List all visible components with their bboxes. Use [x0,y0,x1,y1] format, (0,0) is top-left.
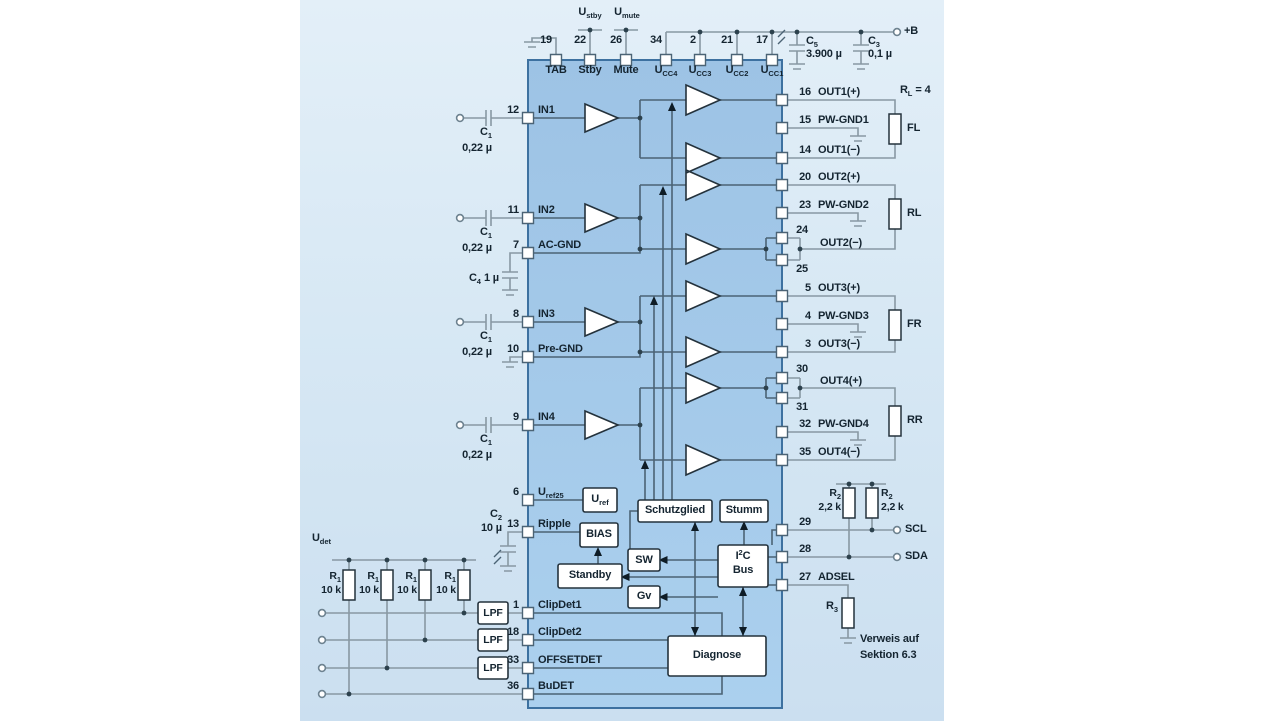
r2-left-ref: $R_2$ [829,487,841,501]
speaker-rl-label: RL [907,207,922,219]
pin-26-number: 26 [610,34,622,46]
r1-value-4: 10 k [436,584,456,596]
pin-out3m-label: OUT3(−) [818,338,861,350]
speaker-fr-label: FR [907,318,922,330]
pin-32-number: 32 [799,418,811,430]
pin-ucc4-label: $U_{CC4}$ [654,64,678,78]
pin-17-number: 17 [756,34,768,46]
sw-block-label: SW [635,554,653,566]
pin-stby-label: Stby [578,64,602,76]
c2-value: 10 µ [480,522,502,534]
pin-27-number: 27 [799,571,811,583]
pin-30-number: 30 [796,363,808,375]
u-stby-label: $U_{stby}$ [578,6,602,20]
pin-20-number: 20 [799,171,811,183]
lpf-label-1: LPF [483,607,503,619]
pin-24-number: 24 [796,224,808,236]
pin-29-number: 29 [799,516,811,528]
c1-value-in3: 0,22 µ [462,346,492,358]
r1-value-2: 10 k [359,584,379,596]
pin-14-number: 14 [799,144,811,156]
pin-in1-label: IN1 [538,104,555,116]
c3-ref: $C_3$ [868,35,880,49]
pin-21-number: 21 [721,34,733,46]
pin-pwgnd1-label: PW-GND1 [818,114,869,126]
pin-out3p-label: OUT3(+) [818,282,861,294]
pin-budet-label: BuDET [538,680,574,692]
r3-label: $R_3$ [826,600,838,614]
speaker-rr-label: RR [907,414,923,426]
c4-label: $C_4$ 1 µ [468,272,499,286]
stumm-block-label: Stumm [725,504,763,516]
i2c-block-label-line1: $I^2C$ [735,548,751,562]
plus-b-label: +B [904,25,919,37]
pin-clipdet2-label: ClipDet2 [538,626,582,638]
c5-value: 3.900 µ [806,48,842,60]
pin-11-number: 11 [507,204,519,216]
pin-8-number: 8 [513,308,519,320]
lpf-label-2: LPF [483,634,503,646]
gv-block-label: Gv [636,590,652,602]
c1-ref-in2: $C_1$ [480,226,492,240]
c5-ref: $C_5$ [806,35,818,49]
r1-ref-3: $R_1$ [405,570,417,584]
pin-uref25-label: $U_{ref25}$ [538,486,564,500]
c1-ref-in3: $C_1$ [480,330,492,344]
pin-7-number: 7 [513,239,519,251]
bias-block-label: BIAS [586,528,612,540]
pin-12-number: 12 [507,104,519,116]
pin-clipdet1-label: ClipDet1 [538,599,582,611]
standby-block-label: Standby [568,569,612,581]
pin-offsetdet-label: OFFSETDET [538,654,603,666]
pin-4-number: 4 [805,310,811,322]
r1-ref-1: $R_1$ [329,570,341,584]
pin-25-number: 25 [796,263,808,275]
r1-ref-4: $R_1$ [444,570,456,584]
r1-value-3: 10 k [397,584,417,596]
pin-28-number: 28 [799,543,811,555]
c1-value-in4: 0,22 µ [462,449,492,461]
lpf-label-3: LPF [483,662,503,674]
pin-9-number: 9 [513,411,519,423]
pin-10-number: 10 [507,343,519,355]
r1-ref-2: $R_1$ [367,570,379,584]
r2-right-value: 2,2 k [881,501,904,513]
pin-23-number: 23 [799,199,811,211]
pin-ucc2-label: $U_{CC2}$ [725,64,749,78]
pin-out2m-label: OUT2(−) [820,237,863,249]
pin-out2p-label: OUT2(+) [818,171,861,183]
pin-31-number: 31 [796,401,808,413]
note-line-2: Sektion 6.3 [860,649,917,661]
scl-label: SCL [905,523,927,535]
pin-ucc1-label: $U_{CC1}$ [760,64,784,78]
c1-value-in1: 0,22 µ [462,142,492,154]
pin-18-number: 18 [507,626,519,638]
pin-acgnd-label: AC-GND [538,239,582,251]
pin-out1p-label: OUT1(+) [818,86,861,98]
pin-mute-label: Mute [613,64,639,76]
pin-6-number: 6 [513,486,519,498]
c1-ref-in1: $C_1$ [480,126,492,140]
pin-ucc3-label: $U_{CC3}$ [688,64,712,78]
c1-value-in2: 0,22 µ [462,242,492,254]
pin-out4p-label: OUT4(+) [820,375,863,387]
pin-1-number: 1 [513,599,519,611]
pin-adsel-label: ADSEL [818,571,855,583]
pin-16-number: 16 [799,86,811,98]
diagnose-block-label: Diagnose [692,649,742,661]
pin-33-number: 33 [507,654,519,666]
c2-ref: $C_2$ [490,508,502,522]
pin-36-number: 36 [507,680,519,692]
pin-34-number: 34 [650,34,662,46]
pin-15-number: 15 [799,114,811,126]
speaker-fl-label: FL [907,122,921,134]
r1-value-1: 10 k [321,584,341,596]
pin-3-number: 3 [805,338,811,350]
pin-tab-label: TAB [545,64,567,76]
r2-left-value: 2,2 k [818,501,841,513]
pin-in4-label: IN4 [538,411,555,423]
r2-right-ref: $R_2$ [881,487,893,501]
c1-ref-in4: $C_1$ [480,433,492,447]
pin-in3-label: IN3 [538,308,555,320]
pin-out4m-label: OUT4(−) [818,446,861,458]
schutzglied-block-label: Schutzglied [644,504,706,516]
pin-in2-label: IN2 [538,204,555,216]
pin-ripple-label: Ripple [538,518,571,530]
pin-19-number: 19 [540,34,552,46]
pin-13-number: 13 [507,518,519,530]
i2c-block-label-line2: Bus [732,564,754,576]
u-mute-label: $U_{mute}$ [614,6,640,20]
u-det-label: $U_{det}$ [312,532,332,546]
pin-5-number: 5 [805,282,811,294]
note-line-1: Verweis auf [860,633,919,645]
pin-2-number: 2 [690,34,696,46]
pin-out1m-label: OUT1(−) [818,144,861,156]
pin-pwgnd3-label: PW-GND3 [818,310,869,322]
pin-22-number: 22 [574,34,586,46]
pin-pwgnd2-label: PW-GND2 [818,199,869,211]
uref-block-label: $U_{ref}$ [591,493,609,507]
rl-equals-label: $R_L = 4$ [900,84,931,98]
pin-pregnd-label: Pre-GND [538,343,583,355]
c3-value: 0,1 µ [868,48,892,60]
pin-35-number: 35 [799,446,811,458]
sda-label: SDA [905,550,928,562]
pin-pwgnd4-label: PW-GND4 [818,418,869,430]
